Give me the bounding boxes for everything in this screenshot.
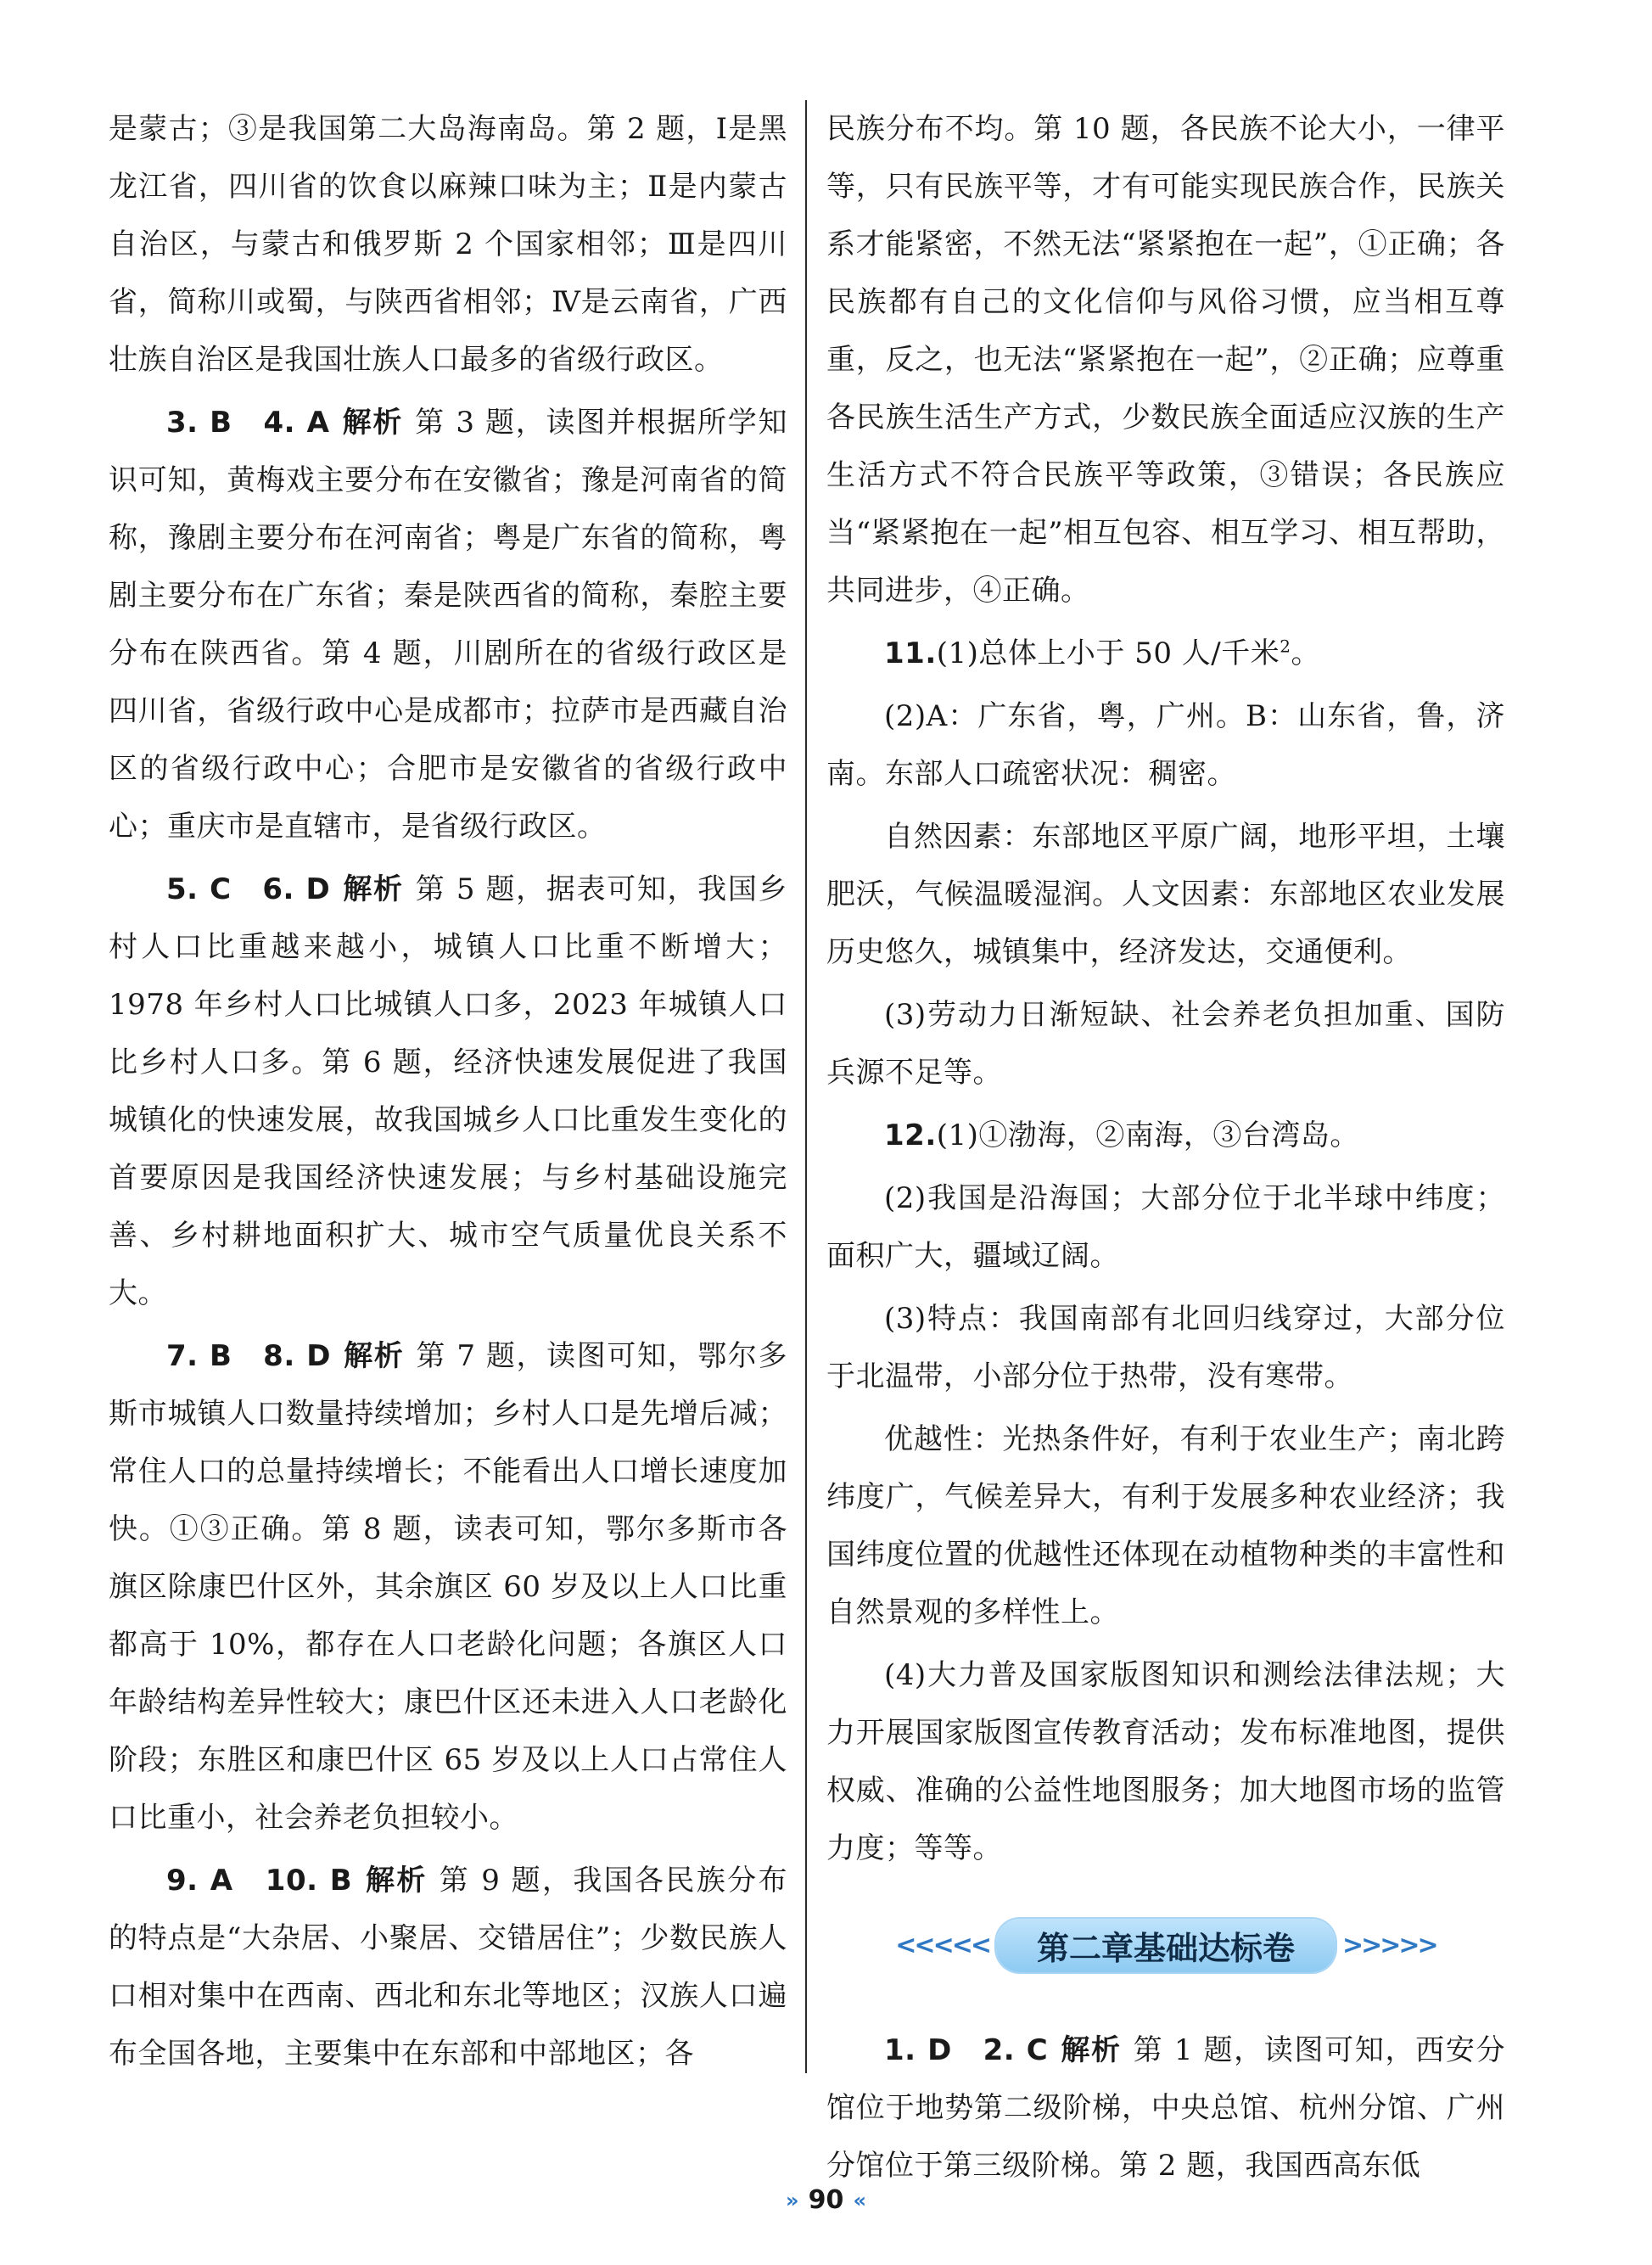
answer-q12-part3: (3)特点：我国南部有北回归线穿过，大部分位于北温带，小部分位于热带，没有寒带。 [826, 1302, 1505, 1393]
answer-q12-advantages: 优越性：光热条件好，有利于农业生产；南北跨纬度广，气候差异大，有利于发展多种农业经济；我国纬度位置的优越性还体现在动植物种类的丰富性和自然景观的多样性上。 [826, 1422, 1505, 1629]
analysis-text: 第 1 题，读图可知，西安分馆位于地势第二级阶梯，中央总馆、杭州分馆、广州分馆位于第三级阶梯。第 2 题，我国西高东低 [826, 2033, 1506, 2183]
answer-q11-part1 [826, 625, 1505, 682]
answer-key: 9. A 10. B [166, 1864, 353, 1898]
analysis-text: 第 3 题，读图并根据所学知识可知，黄梅戏主要分布在安徽省；豫是河南省的简称，豫剧主要分布在河南省；粤是广东省的简称，粤剧主要分布在广东省；秦是陕西省的简称，秦腔主要分布在陕西省。第 4 题，川剧所在的省级行政区是四川省，省级行政中心是成都市；拉萨市是西藏自治区的省级行政中心；合肥市是安徽省的省级行政中心；重庆市是直辖市，是省级行政区。 [109, 406, 788, 844]
answer-block-ch2-q1-2 [826, 2021, 1505, 2195]
analysis-label: 解析 [364, 1864, 428, 1898]
analysis-label: 解析 [342, 872, 404, 906]
question-number: 12. [884, 1118, 937, 1152]
analysis-label: 解析 [341, 406, 404, 440]
analysis-text: 第 5 题，据表可知，我国乡村人口比重越来越小，城镇人口比重不断增大；1978 年乡村人口比城镇人口多，2023 年城镇人口比乡村人口多。第 6 题，经济快速发展促进了我国城镇化的快速发展，故我国城乡人口比重发生变化的首要原因是我国经济快速发展；与乡村基础设施完善、乡村耕地面积扩大、城市空气质量优良关系不大。 [109, 872, 788, 1310]
right-column [826, 100, 1505, 2200]
answer-text: (1)①渤海，②南海，③台湾岛。 [936, 1118, 1359, 1152]
page-number: 90 [808, 2185, 844, 2215]
answer-text: (1)总体上小于 50 人/千米 [936, 636, 1280, 670]
answer-q12-part1 [826, 1107, 1505, 1164]
answer-q11-part2-factors: 自然因素：东部地区平原广阔，地形平坦，土壤肥沃，气候温暖湿润。人文因素：东部地区农业发展历史悠久，城镇集中，经济发达，交通便利。 [826, 820, 1505, 969]
answer-q12-part2: (2)我国是沿海国；大部分位于北半球中纬度；面积广大，疆域辽阔。 [826, 1181, 1505, 1273]
answer-block-q3-4 [109, 394, 787, 855]
paragraph-q10-continuation: 民族分布不均。第 10 题，各民族不论大小，一律平等，只有民族平等，才有可能实现民族合作，民族关系才能紧密，不然无法“紧紧抱在一起”，①正确；各民族都有自己的文化信仰与风俗习惯，应当相互尊重，反之，也无法“紧紧抱在一起”，②正确；应尊重各民族生活生产方式，少数民族全面适应汉族的生产生活方式不符合民族平等政策，③错误；各民族应当“紧紧抱在一起”相互包容、相互学习、相互帮助，共同进步，④正确。 [826, 112, 1505, 608]
answer-q11-part2: (2)A：广东省，粤，广州。B：山东省，鲁，济南。东部人口疏密状况：稠密。 [826, 699, 1505, 791]
answer-text-end: 。 [1291, 636, 1320, 670]
answer-block-q5-6 [109, 861, 787, 1322]
answer-block-q9-10 [109, 1852, 787, 2083]
analysis-label: 解析 [1060, 2033, 1122, 2067]
chevron-left-icon: <<<<< [895, 1930, 989, 1960]
chevron-right-icon: >>>>> [1342, 1930, 1436, 1960]
arrow-right-icon: » [786, 2188, 799, 2212]
left-column [109, 100, 787, 2088]
analysis-text: 第 9 题，我国各民族分布的特点是“大杂居、小聚居、交错居住”；少数民族人口相对集中在西南、西北和东北等地区；汉族人口遍布全国各地，主要集中在东部和中部地区；各 [109, 1864, 788, 2071]
question-number: 11. [884, 636, 937, 670]
analysis-text: 第 7 题，读图可知，鄂尔多斯市城镇人口数量持续增加；乡村人口是先增后减；常住人口的总量持续增长；不能看出人口增长速度加快。①③正确。第 8 题，读表可知，鄂尔多斯市各旗区除康巴什区外，其余旗区 60 岁及以上人口比重都高于 10%，都存在人口老龄化问题；各旗区人口年龄结构差异性较大；康巴什区还未进入人口老龄化阶段；东胜区和康巴什区 65 岁及以上人口占常住人口比重小，社会养老负担较小。 [109, 1339, 788, 1835]
section-title: 第二章基础达标卷 [996, 1919, 1336, 1972]
answer-q12-part4: (4)大力普及国家版图知识和测绘法律法规；大力开展国家版图宣传教育活动；发布标准地图，提供权威、准确的公益性地图服务；加大地图市场的监管力度；等等。 [826, 1658, 1505, 1865]
superscript: 2 [1280, 636, 1291, 657]
answer-key: 3. B 4. A [166, 406, 330, 440]
answer-block-q7-8 [109, 1327, 787, 1847]
answer-key: 5. C 6. D [166, 872, 331, 906]
page-footer [0, 2185, 1652, 2215]
answer-key: 1. D 2. C [884, 2033, 1049, 2067]
arrow-left-icon: « [853, 2188, 866, 2212]
paragraph-q1-2-continuation: 是蒙古；③是我国第二大岛海南岛。第 2 题，Ⅰ是黑龙江省，四川省的饮食以麻辣口味为主；Ⅱ是内蒙古自治区，与蒙古和俄罗斯 2 个国家相邻；Ⅲ是四川省，简称川或蜀，与陕西省相邻；Ⅳ是云南省，广西壮族自治区是我国壮族人口最多的省级行政区。 [109, 112, 787, 377]
section-banner [826, 1920, 1505, 1971]
answer-q11-part3: (3)劳动力日渐短缺、社会养老负担加重、国防兵源不足等。 [826, 998, 1505, 1090]
answer-key: 7. B 8. D [166, 1339, 331, 1373]
column-divider [805, 100, 807, 2073]
analysis-label: 解析 [342, 1339, 405, 1373]
